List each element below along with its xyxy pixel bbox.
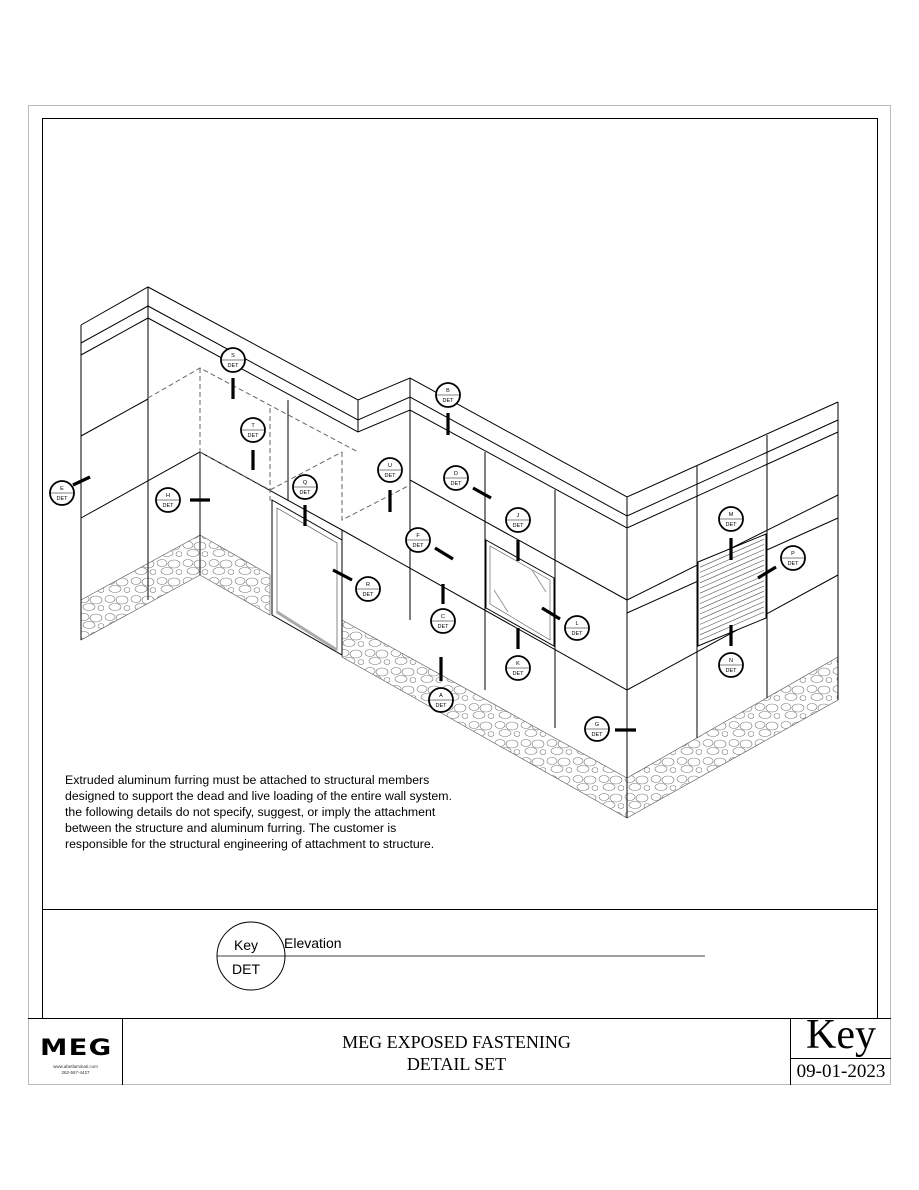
detail-callout-g[interactable]	[585, 717, 636, 741]
callout-letter: N	[729, 658, 733, 664]
detail-callout-u[interactable]	[378, 458, 402, 512]
callout-letter: S	[231, 353, 235, 359]
panel-seam	[81, 399, 148, 436]
callout-ref: DET	[787, 561, 799, 567]
callout-leader	[473, 488, 491, 498]
callout-letter: P	[791, 551, 795, 557]
logo-wordmark: MEG	[40, 1036, 113, 1061]
legend-label: Elevation	[284, 935, 342, 951]
title-line-1: MEG EXPOSED FASTENING	[342, 1032, 571, 1052]
callout-letter: M	[728, 512, 734, 518]
callout-letter: K	[516, 661, 520, 667]
callout-ref: DET	[725, 522, 737, 528]
callout-letter: T	[251, 423, 255, 429]
detail-callout-f[interactable]	[406, 528, 453, 559]
callout-ref: DET	[412, 543, 424, 549]
callout-letter: L	[575, 621, 579, 627]
callout-ref: DET	[435, 703, 447, 709]
callout-letter: C	[441, 614, 445, 620]
callout-ref: DET	[162, 503, 174, 509]
note-line: between the structure and aluminum furring. The customer is	[65, 821, 397, 835]
callout-ref: DET	[437, 624, 449, 630]
note-line: the following details do not specify, suggest, or imply the attachment	[65, 805, 436, 819]
drawing-title	[123, 1018, 790, 1085]
detail-callout-e[interactable]	[50, 477, 90, 505]
callout-letter: J	[516, 513, 520, 519]
detail-callout-k[interactable]	[506, 628, 530, 680]
callout-ref: DET	[725, 668, 737, 674]
sheet-info	[790, 1012, 891, 1085]
callout-ref: DET	[571, 631, 583, 637]
callout-letter: D	[454, 471, 458, 477]
callout-letter: G	[594, 722, 600, 728]
callout-letter: E	[60, 486, 64, 492]
callout-ref: DET	[384, 473, 396, 479]
note-line: responsible for the structural engineering of attachment to structure.	[65, 837, 435, 851]
callout-ref: DET	[512, 523, 524, 529]
callout-ref: DET	[591, 732, 603, 738]
detail-callout-t[interactable]	[241, 418, 265, 470]
logo-phone: 262-567-4427	[61, 1070, 90, 1075]
stone-base	[81, 535, 270, 640]
callout-letter: H	[166, 493, 170, 499]
callout-letter: Q	[302, 480, 308, 486]
detail-callout-s[interactable]	[221, 348, 245, 399]
legend-key-symbol	[217, 922, 705, 990]
legend-key-text: Key	[233, 937, 259, 953]
callout-letter: R	[366, 582, 370, 588]
legend-det-text: DET	[232, 961, 260, 977]
title-line-2: DETAIL SET	[406, 1054, 507, 1074]
callout-ref: DET	[450, 481, 462, 487]
sheet-number: Key	[806, 1012, 876, 1058]
callout-ref: DET	[56, 496, 68, 502]
callout-ref: DET	[247, 433, 259, 439]
panel-seam	[410, 480, 838, 600]
callout-letter: A	[439, 693, 443, 699]
note-line: designed to support the dead and live loading of the entire wall system.	[65, 789, 452, 803]
detail-callout-d[interactable]	[444, 466, 491, 498]
callout-letter: B	[446, 388, 450, 394]
company-logo	[28, 1018, 123, 1085]
callout-letter: F	[416, 533, 420, 539]
callout-ref: DET	[299, 490, 311, 496]
hidden-line	[200, 452, 342, 490]
detail-callout-h[interactable]	[156, 488, 210, 512]
detail-callout-b[interactable]	[436, 383, 460, 435]
sheet-date: 09-01-2023	[791, 1058, 891, 1085]
callout-ref: DET	[512, 671, 524, 677]
callout-ref: DET	[442, 398, 454, 404]
note-line: Extruded aluminum furring must be attached to structural members	[65, 773, 430, 787]
callout-ref: DET	[362, 592, 374, 598]
structural-note	[65, 772, 452, 852]
callout-leader	[435, 548, 453, 559]
callout-letter: U	[388, 463, 392, 469]
callout-ref: DET	[227, 363, 239, 369]
wall-top-line	[81, 318, 838, 528]
title-block-top-rule	[28, 1018, 891, 1019]
logo-website: www.abetlaminati.com	[53, 1064, 98, 1069]
title-block	[28, 1012, 891, 1085]
